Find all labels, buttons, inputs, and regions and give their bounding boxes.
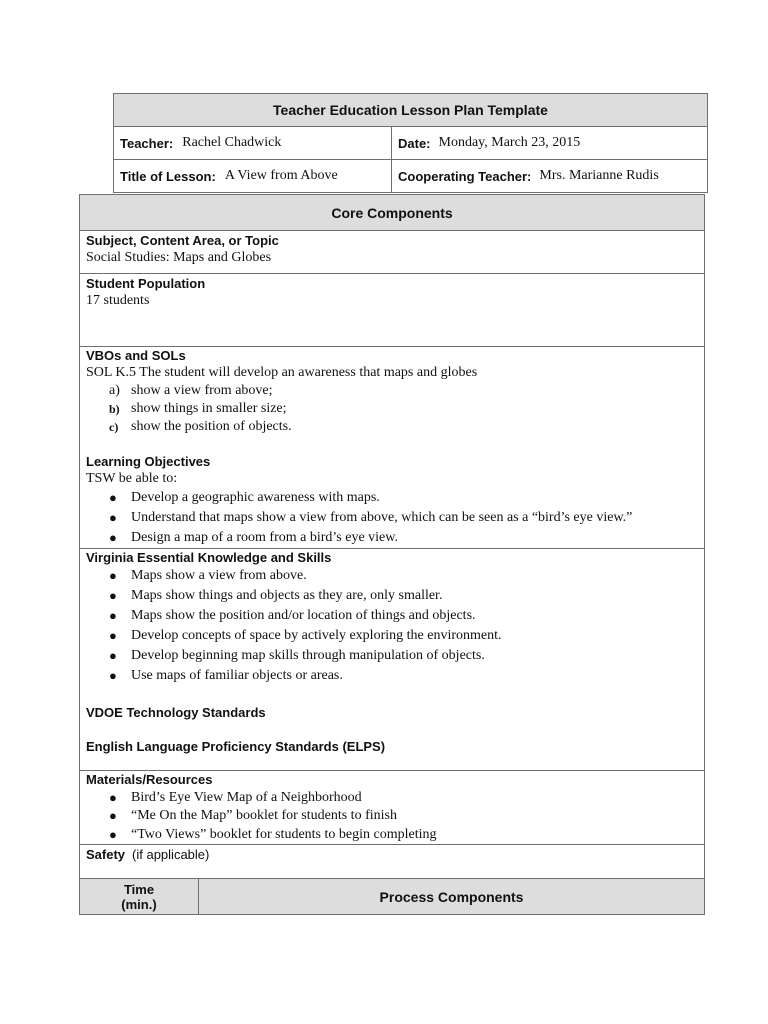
time-label-line2: (min.) [121, 896, 157, 912]
date-value: Monday, March 23, 2015 [438, 135, 581, 150]
objective-text: Develop a geographic awareness with maps. [131, 490, 380, 505]
time-label-line1: Time [123, 881, 155, 897]
essential-knowledge-row [79, 548, 705, 771]
student-population-label: Student Population [86, 276, 206, 291]
template-title [113, 93, 708, 127]
essential-text: Maps show things and objects as they are, only smaller. [131, 588, 443, 603]
essential-text: Develop concepts of space by actively exploring the environment. [131, 628, 502, 643]
materials-label: Materials/Resources [86, 772, 213, 787]
vbos-intro: SOL K.5 The student will develop an awareness that maps and globes [86, 365, 478, 380]
vdoe-standards-label: VDOE Technology Standards [86, 705, 266, 720]
essential-text: Maps show a view from above. [131, 568, 307, 583]
bullet-icon: ● [109, 648, 117, 663]
bullet-icon: ● [109, 490, 117, 505]
student-population-row [79, 273, 705, 347]
vbos-item-marker: c) [109, 420, 119, 434]
vbos-item-marker: a) [109, 383, 120, 398]
process-components-text: Process Components [379, 888, 524, 905]
subject-row [79, 230, 705, 274]
bullet-icon: ● [109, 827, 117, 842]
vbos-label: VBOs and SOLs [86, 348, 186, 363]
vbos-list [86, 382, 686, 438]
essential-knowledge-label: Virginia Essential Knowledge and Skills [86, 550, 332, 565]
safety-label: Safety [86, 847, 126, 862]
objective-text: Understand that maps show a view from above, which can be seen as a “bird’s eye view.” [131, 510, 633, 525]
safety-note: (if applicable) [132, 847, 210, 862]
lesson-title-value: A View from Above [224, 168, 338, 183]
process-components-heading [198, 878, 705, 915]
vbos-item-text: show things in smaller size; [131, 401, 287, 416]
bullet-icon: ● [109, 588, 117, 603]
student-population-value: 17 students [86, 293, 150, 308]
vbos-objectives-row [79, 346, 705, 549]
bullet-icon: ● [109, 608, 117, 623]
bullet-icon: ● [109, 510, 117, 525]
elps-standards-label: English Language Proficiency Standards (ELPS) [86, 739, 386, 754]
essential-text: Use maps of familiar objects or areas. [131, 668, 343, 683]
cooperating-teacher-cell [391, 159, 708, 193]
safety-row [79, 844, 705, 879]
essential-knowledge-list [86, 567, 698, 689]
material-text: Bird’s Eye View Map of a Neighborhood [131, 790, 362, 805]
materials-row [79, 770, 705, 845]
core-components-text: Core Components [331, 204, 453, 221]
cooperating-teacher-label: Cooperating Teacher: [398, 168, 532, 184]
objective-text: Design a map of a room from a bird’s eye view. [131, 530, 398, 545]
vbos-item-text: show the position of objects. [131, 419, 292, 434]
lesson-title-cell [113, 159, 392, 193]
lesson-title-label: Title of Lesson: [120, 168, 216, 184]
subject-label: Subject, Content Area, or Topic [86, 233, 279, 248]
time-column-header [79, 878, 199, 915]
bullet-icon: ● [109, 668, 117, 683]
cooperating-teacher-value: Mrs. Marianne Rudis [539, 168, 659, 183]
learning-objectives-list [86, 489, 698, 549]
teacher-value: Rachel Chadwick [182, 135, 282, 150]
bullet-icon: ● [109, 628, 117, 643]
bullet-icon: ● [109, 808, 117, 823]
bullet-icon: ● [109, 568, 117, 583]
teacher-cell [113, 126, 392, 160]
template-title-text: Teacher Education Lesson Plan Template [273, 102, 548, 118]
vbos-item-text: show a view from above; [131, 383, 273, 398]
materials-list [86, 789, 698, 845]
subject-value: Social Studies: Maps and Globes [86, 250, 272, 265]
bullet-icon: ● [109, 530, 117, 545]
essential-text: Maps show the position and/or location of things and objects. [131, 608, 476, 623]
core-components-heading [79, 194, 705, 231]
learning-objectives-label: Learning Objectives [86, 454, 211, 469]
vbos-item-marker: b) [109, 402, 120, 416]
teacher-label: Teacher: [120, 135, 174, 151]
material-text: “Me On the Map” booklet for students to finish [131, 808, 397, 823]
essential-text: Develop beginning map skills through manipulation of objects. [131, 648, 485, 663]
learning-objectives-intro: TSW be able to: [86, 471, 178, 486]
date-cell [391, 126, 708, 160]
date-label: Date: [398, 135, 431, 151]
bullet-icon: ● [109, 790, 117, 805]
material-text: “Two Views” booklet for students to begin completing [131, 827, 437, 842]
